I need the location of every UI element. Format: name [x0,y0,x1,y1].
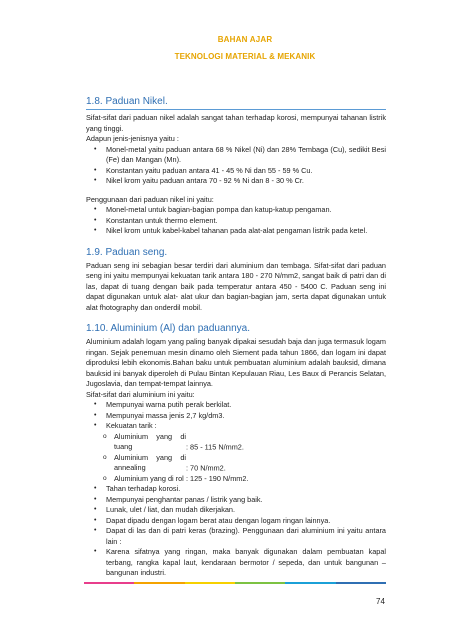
list-item: • Nikel krom yaitu paduan antara 70 - 92 % Ni dan 8 - 30 % Cr. [92,176,386,187]
list-item: • Monel-metal yaitu paduan antara 68 % Nikel (Ni) dan 28% Tembaga (Cu), sedikit Besi (Fe) dan Mangan (Mn). [92,145,386,166]
footer-bar-segment [336,582,386,584]
list-item: • Dapat dipadu dengan logam berat atau dengan logam ringan lainnya. [92,516,386,527]
list-item: • Mempunyai massa jenis 2,7 kg/dm3. [92,411,386,422]
paragraph-nikel-uses-intro: Penggunaan dari paduan nikel ini yaitu: [86,194,214,204]
page-number: 74 [376,597,385,606]
list-item: • Nikel krom untuk kabel-kabel tahanan pada alat-alat pengaman listrik pada ketel. [92,226,386,237]
list-item [100,432,386,453]
document-body [86,96,386,579]
paragraph-seng: Paduan seng ini sebagian besar terdiri dari aluminium dan tembaga. Sifat-sifat dari paduan seng ini yaitu mempunyai kekuatan tarik antara 180 - 270 N/mm2, sangat baik di patri dan di las, dapat di tuang dengan baik pada temperatur antara 450 - 5400 C. Paduan seng ini dapat digunakan untuk alat- alat ukur dan bagian-bagian jam, serta dapat digunakan untuk alat fhotography dan onderdil mobil. [86,260,386,312]
tensile-strength-list [100,432,386,485]
list-item: • Kekuatan tarik : [92,421,386,432]
page-footer [84,582,386,584]
footer-bar-segment [235,582,285,584]
list-item [100,474,386,485]
paragraph-nikel-intro: Sifat-sifat dari paduan nikel adalah sangat tahan terhadap korosi, mempunyai tahanan listrik yang tinggi. [86,113,386,133]
list-item: • Lunak, ulet / liat, dan mudah dikerjakan. [92,505,386,516]
list-item: • Mempunyai warna putih perak berkilat. [92,400,386,411]
header-subtitle: TEKNOLOGI MATERIAL & MEKANIK [174,52,316,61]
section-heading-1-10: 1.10. Aluminium (Al) dan paduannya. [86,323,250,334]
list-item: • Karena sifatnya yang ringan, maka banyak digunakan dalam pembuatan kapal terbang, rangka kapal laut, kendaraan bermotor / sepeda, dan untuk bangunan – bangunan industri. [92,547,386,579]
paragraph-aluminium: Aluminium adalah logam yang paling banyak dipakai sesudah baja dan juga termasuk logam ringan. Sejak penemuan mesin dinamo oleh Siement pada tahun 1866, dan logam ini dapat diproduksi lebih ekonomis.Bahan baku untuk pembuatan aluminium adalah bauksid, dimana bauksid ini banyak diperoleh di Pulau Bintan Kepulauan Riau, Les Baux di Perancis Selatan, Jugoslavia, dan tempat-tempat lainnya. [86,337,386,388]
page-header [0,34,452,62]
footer-bar-segment [134,582,184,584]
nikel-uses-list [86,205,386,237]
tensile-label: Aluminium yang di annealing [114,452,186,472]
list-item: • Mempunyai penghantar panas / listrik yang baik. [92,495,386,506]
header-title: BAHAN AJAR [217,35,273,44]
footer-bar-segment [185,582,235,584]
tensile-label: Aluminium yang di tuang [114,431,186,451]
footer-color-bar [84,582,386,584]
aluminium-props-list [86,400,386,432]
footer-bar-segment [84,582,134,584]
tensile-value: : 125 - 190 N/mm2. [186,473,249,483]
paragraph-nikel-types-intro: Adapun jenis-jenisnya yaitu : [86,134,179,143]
list-item: • Dapat di las dan di patri keras (brazing). Penggunaan dari aluminium ini yaitu antara lain : [92,526,386,547]
list-item: • Monel-metal untuk bagian-bagian pompa dan katup-katup pengaman. [92,205,386,216]
list-item [100,453,386,474]
list-item: • Konstantan yaitu paduan antara 41 - 45 % Ni dan 55 - 59 % Cu. [92,166,386,177]
tensile-label: Aluminium yang di rol [114,473,184,483]
list-item: • Tahan terhadap korosi. [92,484,386,495]
tensile-value: : 70 N/mm2. [186,463,226,472]
list-item: • Konstantan untuk thermo element. [92,216,386,227]
paragraph-aluminium-props-intro: Sifat-sifat dari aluminium ini yaitu: [86,389,195,399]
tensile-value: : 85 - 115 N/mm2. [186,442,244,451]
section-heading-1-8: 1.8. Paduan Nikel. [86,96,386,110]
footer-bar-segment [285,582,335,584]
section-heading-1-9: 1.9. Paduan seng. [86,246,168,258]
aluminium-props-list-2 [86,484,386,579]
nikel-types-list [86,145,386,187]
